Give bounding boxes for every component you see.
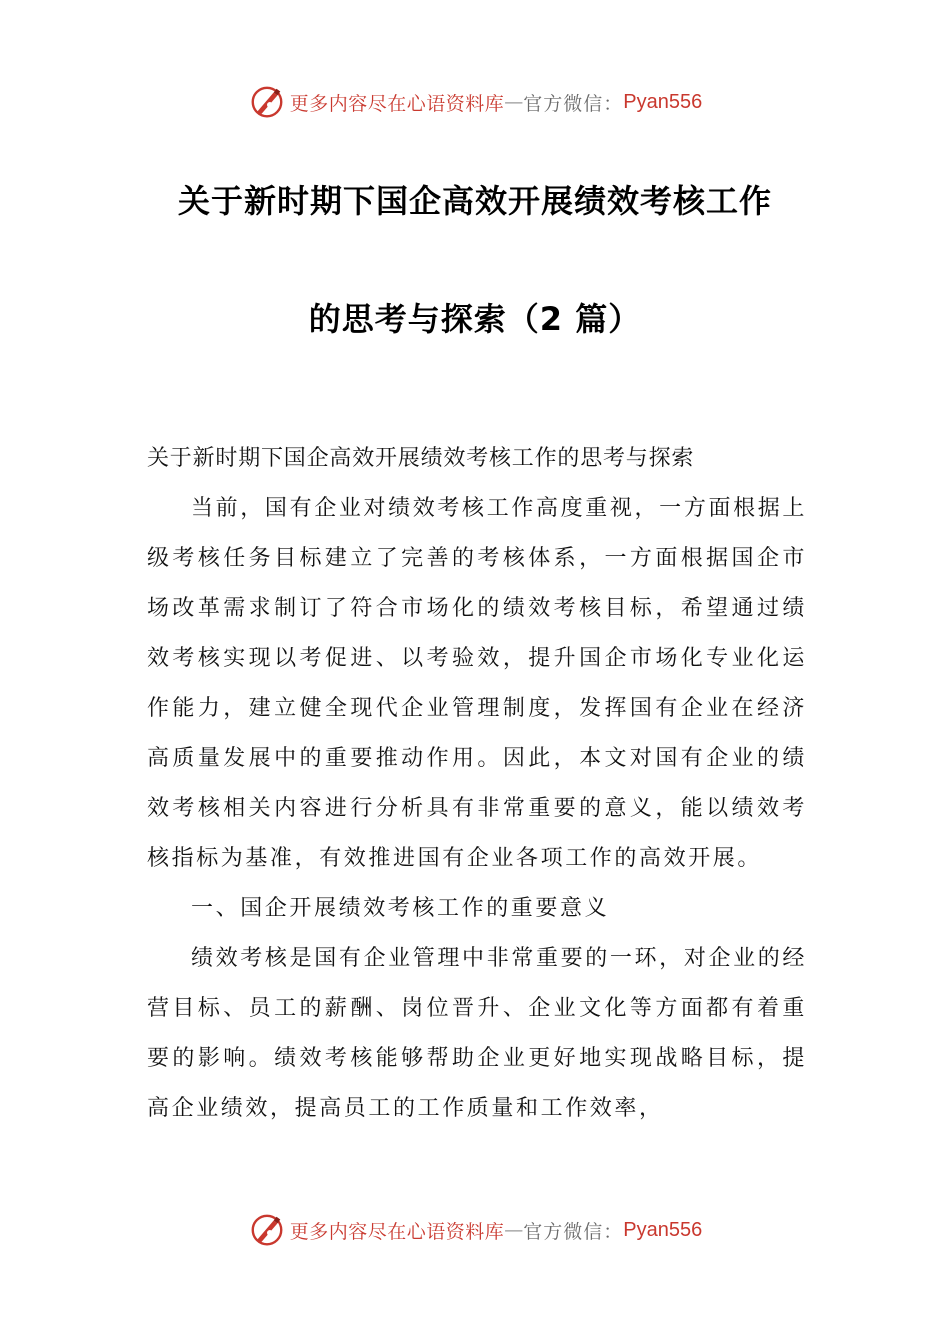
banner-official-label: 官方微信： xyxy=(523,1220,624,1243)
article-subtitle: 关于新时期下国企高效开展绩效考核工作的思考与探索 xyxy=(147,446,695,471)
banner-wechat-id: Pyan556 xyxy=(623,1218,703,1241)
header-watermark-banner xyxy=(0,82,950,122)
banner-text: 更多内容尽在心语资料库 xyxy=(289,92,505,115)
section-heading-1: 一、国企开展绩效考核工作的重要意义 xyxy=(191,896,610,921)
pen-logo-icon xyxy=(248,1211,286,1249)
document-body xyxy=(147,434,807,1134)
paragraph-intro: 当前，国有企业对绩效考核工作高度重视，一方面根据上级考核任务目标建立了完善的考核体系，一方面根据国企市场改革需求制订了符合市场化的绩效考核目标，希望通过绩效考核实现以考促进、以考验效，提升国企市场化专业化运作能力，建立健全现代企业管理制度，发挥国有企业在经济高质量发展中的重要推动作用。因此，本文对国有企业的绩效考核相关内容进行分析具有非常重要的意义，能以绩效考核指标为基准，有效推进国有企业各项工作的高效开展。 xyxy=(147,496,807,871)
pen-logo-icon xyxy=(248,83,286,121)
banner-wechat-id: Pyan556 xyxy=(623,90,703,113)
paragraph-section-1: 绩效考核是国有企业管理中非常重要的一环，对企业的经营目标、员工的薪酬、岗位晋升、企业文化等方面都有着重要的影响。绩效考核能够帮助企业更好地实现战略目标，提高企业绩效，提高员工的工作质量和工作效率， xyxy=(147,946,807,1121)
banner-official-label: 官方微信： xyxy=(523,92,624,115)
footer-watermark-banner xyxy=(0,1210,950,1250)
banner-separator: — xyxy=(504,1219,524,1241)
document-title-line-2: 的思考与探索（2 篇） xyxy=(308,300,642,338)
banner-separator: — xyxy=(504,91,524,113)
banner-text: 更多内容尽在心语资料库 xyxy=(289,1220,505,1243)
document-title-line-1: 关于新时期下国企高效开展绩效考核工作 xyxy=(177,182,772,220)
